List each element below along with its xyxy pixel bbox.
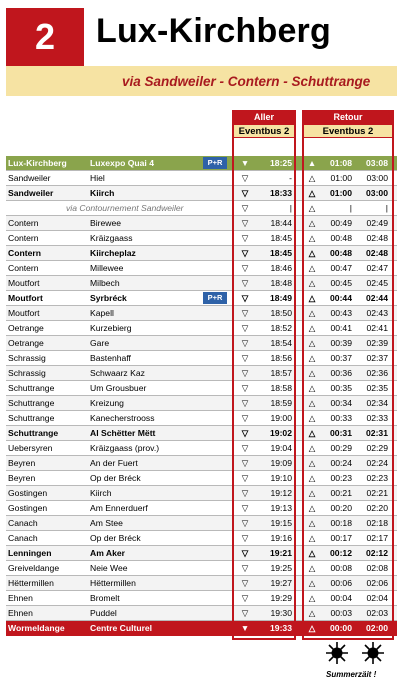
aller-marker-icon: ▽ — [241, 398, 249, 408]
retour-header: Retour — [302, 110, 394, 124]
retour-time-2: | — [385, 203, 388, 213]
aller-marker-icon: ▽ — [241, 563, 249, 573]
retour-time-2: 02:34 — [366, 398, 388, 408]
aller-marker-icon: ▽ — [241, 533, 249, 543]
summer-time-note: Summerzäit ! — [326, 670, 377, 679]
retour-time-2: 02:45 — [366, 278, 388, 288]
aller-time: 19:25 — [270, 563, 292, 573]
aller-time: 18:25 — [270, 158, 292, 168]
retour-time-1: | — [349, 203, 352, 213]
retour-time-2: 02:43 — [366, 308, 388, 318]
aller-marker-icon: ▽ — [241, 503, 249, 513]
stop-name: Am Ennerduerf — [90, 503, 148, 513]
aller-marker-icon: ▽ — [241, 218, 249, 228]
table-row — [6, 426, 397, 441]
line-number: 2 — [34, 16, 56, 57]
aller-time: 19:21 — [270, 548, 292, 558]
town-name: Hëttermillen — [8, 578, 54, 588]
retour-marker-icon: △ — [308, 188, 316, 198]
stop-name: Kiirch — [90, 188, 115, 198]
retour-marker-icon: △ — [308, 218, 316, 228]
retour-marker-icon: △ — [308, 293, 316, 303]
aller-marker-icon: ▽ — [241, 263, 249, 273]
stop-name: An der Fuert — [90, 458, 138, 468]
aller-time: 19:09 — [270, 458, 292, 468]
retour-marker-icon: △ — [308, 413, 316, 423]
retour-time-1: 00:36 — [330, 368, 352, 378]
route-note: via Contournement Sandweiler — [66, 203, 184, 213]
retour-marker-icon: △ — [308, 563, 316, 573]
town-name: Moutfort — [8, 293, 43, 303]
retour-marker-icon: △ — [308, 263, 316, 273]
table-row — [6, 411, 397, 426]
town-name: Lux-Kirchberg — [8, 158, 67, 168]
retour-time-1: 00:41 — [330, 323, 352, 333]
retour-time-2: 02:17 — [366, 533, 388, 543]
retour-marker-icon: △ — [308, 203, 316, 213]
table-row — [6, 186, 397, 201]
retour-time-1: 00:45 — [330, 278, 352, 288]
retour-marker-icon: △ — [308, 458, 316, 468]
retour-time-2: 02:23 — [366, 473, 388, 483]
table-row — [6, 231, 397, 246]
table-row — [6, 156, 397, 171]
retour-time-1: 00:47 — [330, 263, 352, 273]
town-name: Sandweiler — [8, 188, 54, 198]
town-name: Schuttrange — [8, 398, 55, 408]
retour-service: Eventbus 2 — [302, 124, 394, 138]
aller-time: 18:52 — [270, 323, 292, 333]
aller-marker-icon: ▽ — [241, 233, 249, 243]
retour-marker-icon: ▲ — [307, 158, 317, 168]
stop-name: Op der Bréck — [90, 533, 141, 543]
retour-time-2: 02:39 — [366, 338, 388, 348]
aller-header: Aller — [232, 110, 296, 124]
stop-name: Al Schëtter Mëtt — [90, 428, 156, 438]
line-number-badge — [6, 8, 84, 66]
table-row — [6, 516, 397, 531]
aller-marker-icon: ▽ — [241, 353, 249, 363]
retour-time-2: 02:36 — [366, 368, 388, 378]
retour-time-2: 02:49 — [366, 218, 388, 228]
aller-time: 19:15 — [270, 518, 292, 528]
retour-time-2: 02:44 — [366, 293, 388, 303]
retour-time-2: 02:35 — [366, 383, 388, 393]
table-row — [6, 606, 397, 621]
stop-name: Kapell — [90, 308, 114, 318]
retour-time-2: 02:08 — [366, 563, 388, 573]
town-name: Lenningen — [8, 548, 52, 558]
retour-time-1: 01:00 — [330, 188, 352, 198]
aller-marker-icon: ▽ — [241, 578, 249, 588]
town-name: Schuttrange — [8, 413, 55, 423]
stop-name: Am Aker — [90, 548, 126, 558]
town-name: Contern — [8, 218, 39, 228]
table-row — [6, 576, 397, 591]
town-name: Contern — [8, 263, 39, 273]
retour-time-2: 02:21 — [366, 488, 388, 498]
aller-time: - — [289, 173, 292, 183]
retour-marker-icon: △ — [308, 173, 316, 183]
stop-name: Kräizgaass (prov.) — [90, 443, 160, 453]
town-name: Oetrange — [8, 323, 44, 333]
aller-marker-icon: ▽ — [241, 293, 249, 303]
table-row — [6, 216, 397, 231]
retour-time-2: 02:12 — [366, 548, 388, 558]
retour-time-1: 00:37 — [330, 353, 352, 363]
table-row — [6, 321, 397, 336]
stop-name: Milbech — [90, 278, 120, 288]
stop-name: Um Grousbuer — [90, 383, 147, 393]
retour-marker-icon: △ — [308, 623, 316, 633]
stop-name: Kanecherstrooss — [90, 413, 155, 423]
retour-time-2: 02:33 — [366, 413, 388, 423]
aller-time: 18:45 — [270, 248, 292, 258]
aller-marker-icon: ▽ — [241, 458, 249, 468]
town-name: Gostingen — [8, 488, 48, 498]
aller-time: 19:00 — [270, 413, 292, 423]
town-name: Contern — [8, 248, 41, 258]
aller-time: 19:27 — [270, 578, 292, 588]
aller-time: 18:46 — [270, 263, 292, 273]
aller-marker-icon: ▽ — [241, 548, 249, 558]
aller-time: 18:54 — [270, 338, 292, 348]
aller-time: 19:30 — [270, 608, 292, 618]
town-name: Gostingen — [8, 503, 48, 513]
aller-marker-icon: ▽ — [241, 473, 249, 483]
town-name: Canach — [8, 518, 38, 528]
retour-time-1: 00:03 — [330, 608, 352, 618]
retour-time-1: 00:04 — [330, 593, 352, 603]
retour-time-1: 00:35 — [330, 383, 352, 393]
table-row — [6, 171, 397, 186]
town-name: Wormeldange — [8, 623, 65, 633]
retour-time-1: 00:21 — [330, 488, 352, 498]
aller-marker-icon: ▽ — [241, 488, 249, 498]
retour-time-1: 00:00 — [330, 623, 352, 633]
retour-marker-icon: △ — [308, 533, 316, 543]
retour-time-2: 03:00 — [366, 173, 388, 183]
town-name: Beyren — [8, 473, 36, 483]
retour-time-1: 00:06 — [330, 578, 352, 588]
retour-marker-icon: △ — [308, 473, 316, 483]
retour-time-2: 02:18 — [366, 518, 388, 528]
town-name: Ehnen — [8, 593, 33, 603]
stop-name: Schwaarz Kaz — [90, 368, 145, 378]
stop-name: Birewee — [90, 218, 122, 228]
aller-marker-icon: ▼ — [240, 623, 250, 633]
stop-name: Gare — [90, 338, 110, 348]
town-name: Schuttrange — [8, 383, 55, 393]
retour-marker-icon: △ — [308, 548, 316, 558]
town-name: Moutfort — [8, 278, 40, 288]
retour-marker-icon: △ — [308, 383, 316, 393]
retour-time-2: 02:03 — [366, 608, 388, 618]
aller-time: 18:59 — [270, 398, 292, 408]
town-name: Oetrange — [8, 338, 44, 348]
aller-marker-icon: ▽ — [241, 203, 249, 213]
aller-marker-icon: ▽ — [241, 248, 249, 258]
aller-time: 18:44 — [270, 218, 292, 228]
sun-icon — [362, 642, 384, 664]
retour-marker-icon: △ — [308, 608, 316, 618]
table-row — [6, 351, 397, 366]
via-text: via Sandweiler - Contern - Schuttrange — [122, 73, 371, 89]
stop-name: Millewee — [90, 263, 124, 273]
stop-name: Am Stee — [90, 518, 123, 528]
retour-marker-icon: △ — [308, 488, 316, 498]
table-row — [6, 456, 397, 471]
town-name: Schrassig — [8, 368, 46, 378]
retour-time-1: 00:39 — [330, 338, 352, 348]
aller-time: 19:04 — [270, 443, 292, 453]
retour-time-1: 01:08 — [330, 158, 352, 168]
retour-time-2: 03:08 — [366, 158, 388, 168]
retour-time-2: 02:00 — [366, 623, 388, 633]
town-name: Contern — [8, 233, 39, 243]
table-row — [6, 486, 397, 501]
retour-marker-icon: △ — [308, 233, 316, 243]
retour-time-1: 00:23 — [330, 473, 352, 483]
stop-name: Kreizung — [90, 398, 124, 408]
town-name: Uebersyren — [8, 443, 53, 453]
retour-marker-icon: △ — [308, 398, 316, 408]
aller-time: 18:57 — [270, 368, 292, 378]
table-row — [6, 531, 397, 546]
table-row — [6, 546, 397, 561]
retour-time-2: 02:48 — [366, 233, 388, 243]
aller-marker-icon: ▽ — [241, 413, 249, 423]
table-row — [6, 291, 397, 306]
retour-time-2: 03:00 — [366, 188, 388, 198]
stop-name: Kiircheplaz — [90, 248, 136, 258]
stop-name: Luxexpo Quai 4 — [90, 158, 154, 168]
retour-marker-icon: △ — [308, 323, 316, 333]
table-row — [6, 336, 397, 351]
retour-time-2: 02:37 — [366, 353, 388, 363]
retour-time-2: 02:20 — [366, 503, 388, 513]
table-row — [6, 441, 397, 456]
aller-marker-icon: ▽ — [241, 608, 249, 618]
table-row — [6, 621, 397, 636]
timetable-rows — [6, 156, 397, 636]
aller-marker-icon: ▽ — [241, 308, 249, 318]
retour-time-2: 02:48 — [366, 248, 388, 258]
stop-name: Kurzebierg — [90, 323, 132, 333]
stop-name: Hëttermillen — [90, 578, 136, 588]
retour-marker-icon: △ — [308, 518, 316, 528]
retour-time-1: 00:31 — [330, 428, 352, 438]
aller-service: Eventbus 2 — [232, 124, 296, 138]
stop-name: Bastenhaff — [90, 353, 131, 363]
retour-time-1: 00:18 — [330, 518, 352, 528]
retour-time-1: 00:12 — [330, 548, 352, 558]
town-name: Canach — [8, 533, 38, 543]
retour-marker-icon: △ — [308, 308, 316, 318]
retour-time-1: 01:00 — [330, 173, 352, 183]
retour-time-1: 00:29 — [330, 443, 352, 453]
aller-marker-icon: ▽ — [241, 368, 249, 378]
table-row — [6, 471, 397, 486]
aller-time: 18:33 — [270, 188, 292, 198]
table-row — [6, 366, 397, 381]
stop-name: Kiirch — [90, 488, 112, 498]
aller-time: 19:29 — [270, 593, 292, 603]
retour-marker-icon: △ — [308, 278, 316, 288]
retour-marker-icon: △ — [308, 353, 316, 363]
retour-time-2: 02:47 — [366, 263, 388, 273]
retour-marker-icon: △ — [308, 578, 316, 588]
retour-time-2: 02:31 — [366, 428, 388, 438]
table-row — [6, 381, 397, 396]
aller-marker-icon: ▽ — [241, 323, 249, 333]
retour-time-1: 00:20 — [330, 503, 352, 513]
retour-time-2: 02:04 — [366, 593, 388, 603]
table-row — [6, 591, 397, 606]
town-name: Ehnen — [8, 608, 33, 618]
via-banner — [6, 66, 397, 96]
town-name: Schuttrange — [8, 428, 59, 438]
aller-marker-icon: ▼ — [240, 158, 250, 168]
town-name: Beyren — [8, 458, 36, 468]
table-row — [6, 501, 397, 516]
table-row — [6, 261, 397, 276]
park-and-ride-badge: P+R — [203, 292, 227, 304]
table-row — [6, 246, 397, 261]
retour-time-1: 00:17 — [330, 533, 352, 543]
aller-time: 18:45 — [270, 233, 292, 243]
town-name: Greiveldange — [8, 563, 60, 573]
aller-marker-icon: ▽ — [241, 428, 249, 438]
aller-time: 18:50 — [270, 308, 292, 318]
retour-time-1: 00:34 — [330, 398, 352, 408]
stop-name: Kräizgaass — [90, 233, 133, 243]
aller-time: 19:02 — [270, 428, 292, 438]
aller-marker-icon: ▽ — [241, 383, 249, 393]
aller-marker-icon: ▽ — [241, 518, 249, 528]
retour-marker-icon: △ — [308, 338, 316, 348]
retour-time-1: 00:24 — [330, 458, 352, 468]
retour-time-2: 02:24 — [366, 458, 388, 468]
stop-name: Centre Culturel — [90, 623, 153, 633]
stop-name: Bromelt — [90, 593, 120, 603]
retour-marker-icon: △ — [308, 428, 316, 438]
aller-time: 19:12 — [270, 488, 292, 498]
aller-time: 18:49 — [270, 293, 292, 303]
aller-time: | — [289, 203, 292, 213]
destination-title: Lux-Kirchberg — [96, 12, 331, 50]
retour-time-1: 00:08 — [330, 563, 352, 573]
stop-name: Puddel — [90, 608, 117, 618]
aller-time: 18:56 — [270, 353, 292, 363]
retour-time-1: 00:48 — [330, 233, 352, 243]
sun-icon — [326, 642, 348, 664]
town-name: Schrassig — [8, 353, 46, 363]
aller-marker-icon: ▽ — [241, 173, 249, 183]
table-row — [6, 201, 397, 216]
aller-time: 18:48 — [270, 278, 292, 288]
retour-time-2: 02:06 — [366, 578, 388, 588]
retour-time-2: 02:41 — [366, 323, 388, 333]
park-and-ride-badge: P+R — [203, 157, 227, 169]
stop-name: Neie Wee — [90, 563, 128, 573]
table-row — [6, 396, 397, 411]
town-name: Moutfort — [8, 308, 40, 318]
aller-marker-icon: ▽ — [241, 338, 249, 348]
aller-time: 18:58 — [270, 383, 292, 393]
retour-marker-icon: △ — [308, 503, 316, 513]
stop-name: Syrbréck — [90, 293, 127, 303]
stop-name: Hiel — [90, 173, 105, 183]
retour-time-1: 00:49 — [330, 218, 352, 228]
aller-marker-icon: ▽ — [241, 188, 249, 198]
aller-marker-icon: ▽ — [241, 443, 249, 453]
town-name: Sandweiler — [8, 173, 51, 183]
retour-marker-icon: △ — [308, 248, 316, 258]
aller-time: 19:16 — [270, 533, 292, 543]
retour-time-1: 00:43 — [330, 308, 352, 318]
table-row — [6, 561, 397, 576]
retour-time-2: 02:29 — [366, 443, 388, 453]
retour-time-1: 00:48 — [330, 248, 352, 258]
retour-marker-icon: △ — [308, 443, 316, 453]
aller-marker-icon: ▽ — [241, 593, 249, 603]
retour-time-1: 00:33 — [330, 413, 352, 423]
aller-time: 19:10 — [270, 473, 292, 483]
aller-time: 19:33 — [270, 623, 292, 633]
table-row — [6, 306, 397, 321]
retour-marker-icon: △ — [308, 593, 316, 603]
table-row — [6, 276, 397, 291]
aller-time: 19:13 — [270, 503, 292, 513]
retour-marker-icon: △ — [308, 368, 316, 378]
stop-name: Op der Bréck — [90, 473, 141, 483]
aller-marker-icon: ▽ — [241, 278, 249, 288]
retour-time-1: 00:44 — [330, 293, 352, 303]
